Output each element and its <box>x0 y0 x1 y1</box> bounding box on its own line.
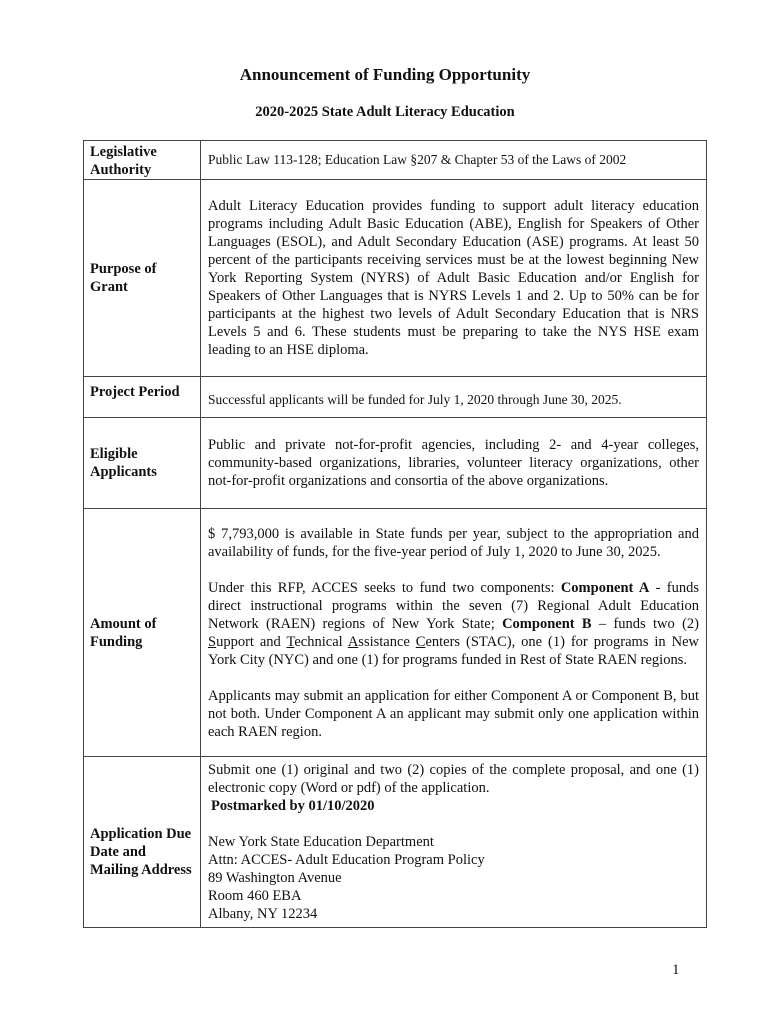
address-line: Attn: ACCES- Adult Education Program Policy <box>208 852 485 868</box>
table-row-purpose-of-grant <box>84 180 707 377</box>
funding-restrictions-paragraph: Applicants may submit an application for either Component A or Component B, but not both. Under Component A an applicant may submit only one application within each RAEN region. <box>208 687 699 740</box>
component-a-label: Component A <box>560 579 650 596</box>
document-title: Announcement of Funding Opportunity <box>239 65 531 84</box>
component-b-label: Component B <box>502 615 592 632</box>
amount-of-funding-label: Amount of Funding <box>84 509 201 757</box>
legislative-authority-label: Legislative Authority <box>84 141 201 180</box>
funding-components-paragraph <box>208 579 699 669</box>
table-row-application-due-date <box>84 757 707 928</box>
postmark-deadline: Postmarked by 01/10/2020 <box>211 798 375 814</box>
project-period-text: Successful applicants will be funded for July 1, 2020 through June 30, 2025. <box>201 377 707 418</box>
table-row-legislative-authority <box>84 141 707 180</box>
stac-initial-c: C <box>415 633 426 650</box>
document-subtitle: 2020-2025 State Adult Literacy Education <box>255 104 515 120</box>
funding-components-intro: Under this RFP, ACCES seeks to fund two components: <box>208 579 561 596</box>
address-line: 89 Washington Avenue <box>208 870 342 886</box>
page-number: 1 <box>672 962 680 978</box>
eligible-applicants-text: Public and private not-for-profit agencies, including 2- and 4-year colleges, community-based organizations, libraries, volunteer literacy organizations, other not-for-profit organizations and consortia of the above organizations. <box>201 418 707 509</box>
application-due-date-label: Application Due Date and Mailing Address <box>84 757 201 928</box>
component-a-description: - funds direct instructional programs within the seven (7) Regional Adult Education Network (RAEN) regions of New York State; <box>208 579 699 632</box>
stac-word-centers: enters (STAC), one (1) for programs in New York City (NYC) and one (1) for programs funded in Rest of State RAEN regions. <box>208 633 700 668</box>
component-b-description: – funds two (2) <box>591 615 699 632</box>
project-period-label: Project Period <box>84 377 201 418</box>
application-due-date-content <box>201 757 707 928</box>
stac-word-assistance: ssistance <box>358 633 416 650</box>
funding-amount-paragraph: $ 7,793,000 is available in State funds per year, subject to the appropriation and availability of funds, for the five-year period of July 1, 2020 to June 30, 2025. <box>208 525 699 560</box>
mailing-address <box>208 833 699 923</box>
purpose-of-grant-text: Adult Literacy Education provides funding to support adult literacy education programs including Adult Basic Education (ABE), English for Speakers of Other Languages (ESOL), and Adult Secondary Education (ASE) programs. At least 50 percent of the participants receiving services must be at the lowest beginning New York Reporting System (NYRS) of Adult Basic Education and/or English for Speakers of Other Languages that is NYRS Levels 1 and 2. Up to 50% can be for participants at the highest two levels of Adult Secondary Education that is NRS Levels 5 and 6. These students must be preparing to take the NYS HSE exam leading to an HSE diploma. <box>201 180 707 377</box>
stac-initial-s: S <box>208 633 217 650</box>
address-line: New York State Education Department <box>208 834 434 850</box>
stac-word-technical: echnical <box>294 633 348 650</box>
table-row-project-period <box>84 377 707 418</box>
amount-of-funding-content <box>201 509 707 757</box>
stac-initial-a: A <box>347 633 359 650</box>
table-row-amount-of-funding <box>84 509 707 757</box>
table-row-eligible-applicants <box>84 418 707 509</box>
legislative-authority-text: Public Law 113-128; Education Law §207 & Chapter 53 of the Laws of 2002 <box>201 141 707 180</box>
address-line: Room 460 EBA <box>208 888 302 904</box>
eligible-applicants-label: Eligible Applicants <box>84 418 201 509</box>
purpose-of-grant-label: Purpose of Grant <box>84 180 201 377</box>
address-line: Albany, NY 12234 <box>208 906 318 922</box>
submission-instructions: Submit one (1) original and two (2) copies of the complete proposal, and one (1) electronic copy (Word or pdf) of the application. <box>208 762 699 796</box>
funding-details-table <box>83 140 707 928</box>
stac-initial-t: T <box>286 633 295 650</box>
stac-word-support: upport and <box>216 633 287 650</box>
